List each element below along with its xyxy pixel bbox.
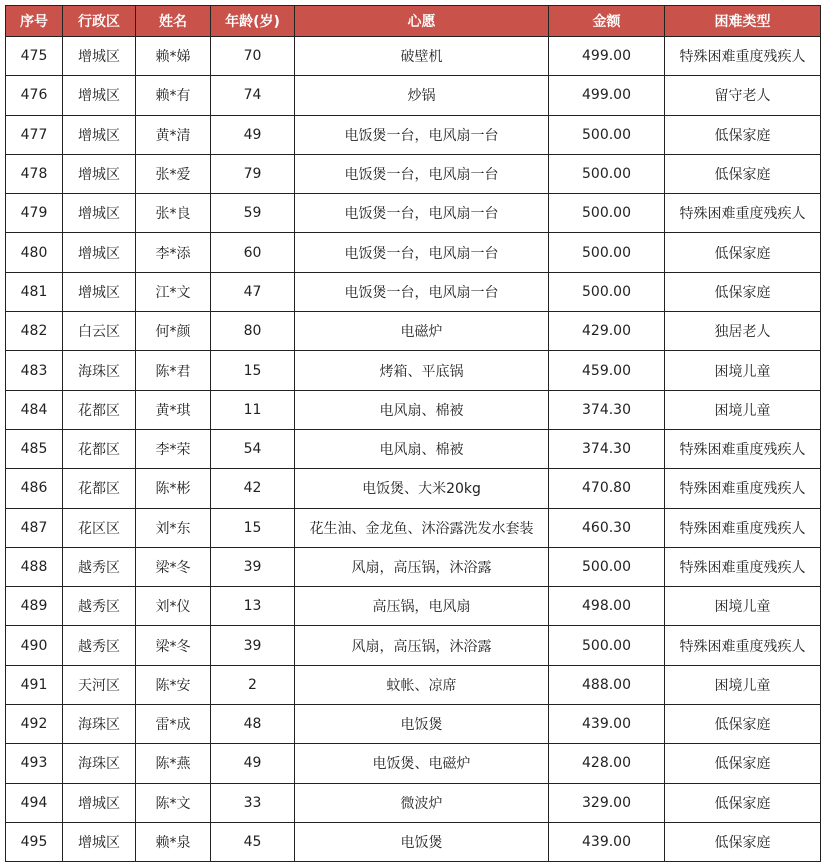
cell-district: 增城区 xyxy=(63,272,136,311)
cell-district: 越秀区 xyxy=(63,587,136,626)
cell-serial-number: 485 xyxy=(6,429,63,468)
cell-wish: 风扇，高压锅，沐浴露 xyxy=(295,626,549,665)
cell-serial-number: 480 xyxy=(6,233,63,272)
table-row xyxy=(6,665,821,704)
table-row xyxy=(6,233,821,272)
header-district: 行政区 xyxy=(63,6,136,37)
cell-wish: 高压锅，电风扇 xyxy=(295,587,549,626)
cell-amount: 500.00 xyxy=(549,272,665,311)
cell-age: 79 xyxy=(211,154,295,193)
table-row xyxy=(6,822,821,861)
cell-name: 陈*君 xyxy=(136,351,211,390)
table-row xyxy=(6,154,821,193)
cell-difficulty-type: 低保家庭 xyxy=(665,783,821,822)
cell-district: 增城区 xyxy=(63,194,136,233)
table-row xyxy=(6,508,821,547)
cell-amount: 439.00 xyxy=(549,705,665,744)
cell-amount: 500.00 xyxy=(549,233,665,272)
cell-amount: 439.00 xyxy=(549,822,665,861)
cell-age: 13 xyxy=(211,587,295,626)
cell-wish: 电饭煲一台，电风扇一台 xyxy=(295,272,549,311)
cell-difficulty-type: 低保家庭 xyxy=(665,744,821,783)
cell-age: 74 xyxy=(211,76,295,115)
cell-age: 45 xyxy=(211,822,295,861)
cell-wish: 炒锅 xyxy=(295,76,549,115)
cell-name: 赖*有 xyxy=(136,76,211,115)
cell-age: 54 xyxy=(211,429,295,468)
cell-difficulty-type: 困境儿童 xyxy=(665,390,821,429)
cell-difficulty-type: 低保家庭 xyxy=(665,154,821,193)
cell-serial-number: 483 xyxy=(6,351,63,390)
cell-wish: 电饭煲一台，电风扇一台 xyxy=(295,233,549,272)
table-row xyxy=(6,312,821,351)
cell-amount: 498.00 xyxy=(549,587,665,626)
cell-name: 赖*泉 xyxy=(136,822,211,861)
cell-serial-number: 484 xyxy=(6,390,63,429)
header-row xyxy=(6,6,821,37)
header-amount: 金额 xyxy=(549,6,665,37)
cell-name: 何*颜 xyxy=(136,312,211,351)
header-wish: 心愿 xyxy=(295,6,549,37)
cell-district: 增城区 xyxy=(63,233,136,272)
cell-serial-number: 479 xyxy=(6,194,63,233)
cell-wish: 蚊帐、凉席 xyxy=(295,665,549,704)
cell-serial-number: 481 xyxy=(6,272,63,311)
cell-amount: 460.30 xyxy=(549,508,665,547)
cell-serial-number: 491 xyxy=(6,665,63,704)
cell-difficulty-type: 困境儿童 xyxy=(665,665,821,704)
cell-name: 陈*燕 xyxy=(136,744,211,783)
cell-district: 越秀区 xyxy=(63,547,136,586)
cell-wish: 电饭煲 xyxy=(295,705,549,744)
cell-wish: 破壁机 xyxy=(295,37,549,76)
wish-table xyxy=(5,5,821,862)
cell-name: 江*文 xyxy=(136,272,211,311)
cell-age: 47 xyxy=(211,272,295,311)
cell-wish: 电饭煲一台，电风扇一台 xyxy=(295,194,549,233)
header-serial-number: 序号 xyxy=(6,6,63,37)
cell-district: 花都区 xyxy=(63,429,136,468)
cell-name: 李*添 xyxy=(136,233,211,272)
cell-age: 15 xyxy=(211,351,295,390)
header-difficulty-type: 困难类型 xyxy=(665,6,821,37)
cell-serial-number: 488 xyxy=(6,547,63,586)
cell-amount: 429.00 xyxy=(549,312,665,351)
table-row xyxy=(6,469,821,508)
cell-difficulty-type: 特殊困难重度残疾人 xyxy=(665,37,821,76)
cell-difficulty-type: 留守老人 xyxy=(665,76,821,115)
cell-serial-number: 477 xyxy=(6,115,63,154)
table-row xyxy=(6,429,821,468)
cell-district: 花区区 xyxy=(63,508,136,547)
cell-amount: 329.00 xyxy=(549,783,665,822)
cell-wish: 电饭煲一台，电风扇一台 xyxy=(295,115,549,154)
cell-age: 59 xyxy=(211,194,295,233)
cell-age: 42 xyxy=(211,469,295,508)
cell-amount: 374.30 xyxy=(549,429,665,468)
cell-serial-number: 475 xyxy=(6,37,63,76)
cell-wish: 微波炉 xyxy=(295,783,549,822)
cell-serial-number: 482 xyxy=(6,312,63,351)
header-name: 姓名 xyxy=(136,6,211,37)
cell-district: 海珠区 xyxy=(63,351,136,390)
cell-wish: 电饭煲 xyxy=(295,822,549,861)
table-row xyxy=(6,626,821,665)
cell-district: 增城区 xyxy=(63,37,136,76)
cell-difficulty-type: 低保家庭 xyxy=(665,233,821,272)
wish-table-container xyxy=(5,5,821,862)
cell-name: 赖*娣 xyxy=(136,37,211,76)
cell-name: 张*爱 xyxy=(136,154,211,193)
cell-age: 70 xyxy=(211,37,295,76)
cell-amount: 500.00 xyxy=(549,547,665,586)
table-row xyxy=(6,115,821,154)
cell-difficulty-type: 特殊困难重度残疾人 xyxy=(665,626,821,665)
cell-name: 张*良 xyxy=(136,194,211,233)
cell-amount: 500.00 xyxy=(549,194,665,233)
table-row xyxy=(6,783,821,822)
cell-serial-number: 487 xyxy=(6,508,63,547)
cell-difficulty-type: 特殊困难重度残疾人 xyxy=(665,429,821,468)
cell-age: 49 xyxy=(211,115,295,154)
cell-amount: 500.00 xyxy=(549,626,665,665)
cell-amount: 428.00 xyxy=(549,744,665,783)
cell-district: 花都区 xyxy=(63,469,136,508)
table-row xyxy=(6,37,821,76)
cell-wish: 烤箱、平底锅 xyxy=(295,351,549,390)
cell-name: 陈*文 xyxy=(136,783,211,822)
cell-wish: 花生油、金龙鱼、沐浴露洗发水套装 xyxy=(295,508,549,547)
table-header xyxy=(6,6,821,37)
cell-age: 2 xyxy=(211,665,295,704)
cell-wish: 电饭煲、电磁炉 xyxy=(295,744,549,783)
cell-district: 增城区 xyxy=(63,76,136,115)
cell-name: 雷*成 xyxy=(136,705,211,744)
cell-name: 陈*彬 xyxy=(136,469,211,508)
cell-serial-number: 494 xyxy=(6,783,63,822)
cell-name: 刘*东 xyxy=(136,508,211,547)
cell-amount: 499.00 xyxy=(549,37,665,76)
cell-age: 15 xyxy=(211,508,295,547)
table-row xyxy=(6,547,821,586)
cell-age: 33 xyxy=(211,783,295,822)
cell-difficulty-type: 独居老人 xyxy=(665,312,821,351)
cell-wish: 电磁炉 xyxy=(295,312,549,351)
cell-district: 海珠区 xyxy=(63,705,136,744)
cell-difficulty-type: 特殊困难重度残疾人 xyxy=(665,547,821,586)
cell-wish: 电饭煲、大米20kg xyxy=(295,469,549,508)
cell-age: 48 xyxy=(211,705,295,744)
cell-wish: 风扇，高压锅，沐浴露 xyxy=(295,547,549,586)
cell-name: 梁*冬 xyxy=(136,547,211,586)
cell-name: 李*荣 xyxy=(136,429,211,468)
table-row xyxy=(6,272,821,311)
cell-age: 80 xyxy=(211,312,295,351)
cell-difficulty-type: 低保家庭 xyxy=(665,822,821,861)
cell-name: 刘*仪 xyxy=(136,587,211,626)
cell-serial-number: 492 xyxy=(6,705,63,744)
table-body xyxy=(6,37,821,862)
cell-serial-number: 493 xyxy=(6,744,63,783)
cell-serial-number: 486 xyxy=(6,469,63,508)
cell-age: 11 xyxy=(211,390,295,429)
cell-serial-number: 495 xyxy=(6,822,63,861)
cell-difficulty-type: 困境儿童 xyxy=(665,351,821,390)
cell-district: 天河区 xyxy=(63,665,136,704)
table-row xyxy=(6,744,821,783)
cell-district: 增城区 xyxy=(63,783,136,822)
table-row xyxy=(6,194,821,233)
cell-name: 梁*冬 xyxy=(136,626,211,665)
cell-age: 49 xyxy=(211,744,295,783)
cell-age: 39 xyxy=(211,626,295,665)
cell-serial-number: 476 xyxy=(6,76,63,115)
cell-district: 增城区 xyxy=(63,115,136,154)
cell-district: 白云区 xyxy=(63,312,136,351)
cell-name: 陈*安 xyxy=(136,665,211,704)
cell-age: 39 xyxy=(211,547,295,586)
cell-difficulty-type: 低保家庭 xyxy=(665,705,821,744)
cell-wish: 电风扇、棉被 xyxy=(295,429,549,468)
cell-difficulty-type: 特殊困难重度残疾人 xyxy=(665,469,821,508)
cell-age: 60 xyxy=(211,233,295,272)
cell-amount: 459.00 xyxy=(549,351,665,390)
cell-district: 海珠区 xyxy=(63,744,136,783)
table-row xyxy=(6,587,821,626)
cell-amount: 499.00 xyxy=(549,76,665,115)
cell-difficulty-type: 低保家庭 xyxy=(665,115,821,154)
cell-difficulty-type: 特殊困难重度残疾人 xyxy=(665,194,821,233)
table-row xyxy=(6,351,821,390)
cell-name: 黄*清 xyxy=(136,115,211,154)
cell-amount: 488.00 xyxy=(549,665,665,704)
cell-amount: 470.80 xyxy=(549,469,665,508)
cell-difficulty-type: 低保家庭 xyxy=(665,272,821,311)
cell-name: 黄*琪 xyxy=(136,390,211,429)
cell-wish: 电饭煲一台，电风扇一台 xyxy=(295,154,549,193)
table-row xyxy=(6,705,821,744)
cell-difficulty-type: 特殊困难重度残疾人 xyxy=(665,508,821,547)
cell-amount: 374.30 xyxy=(549,390,665,429)
cell-serial-number: 478 xyxy=(6,154,63,193)
cell-district: 花都区 xyxy=(63,390,136,429)
table-row xyxy=(6,76,821,115)
cell-wish: 电风扇、棉被 xyxy=(295,390,549,429)
cell-amount: 500.00 xyxy=(549,154,665,193)
cell-district: 增城区 xyxy=(63,822,136,861)
table-row xyxy=(6,390,821,429)
cell-difficulty-type: 困境儿童 xyxy=(665,587,821,626)
cell-serial-number: 489 xyxy=(6,587,63,626)
header-age: 年龄(岁) xyxy=(211,6,295,37)
cell-amount: 500.00 xyxy=(549,115,665,154)
cell-district: 越秀区 xyxy=(63,626,136,665)
cell-serial-number: 490 xyxy=(6,626,63,665)
cell-district: 增城区 xyxy=(63,154,136,193)
